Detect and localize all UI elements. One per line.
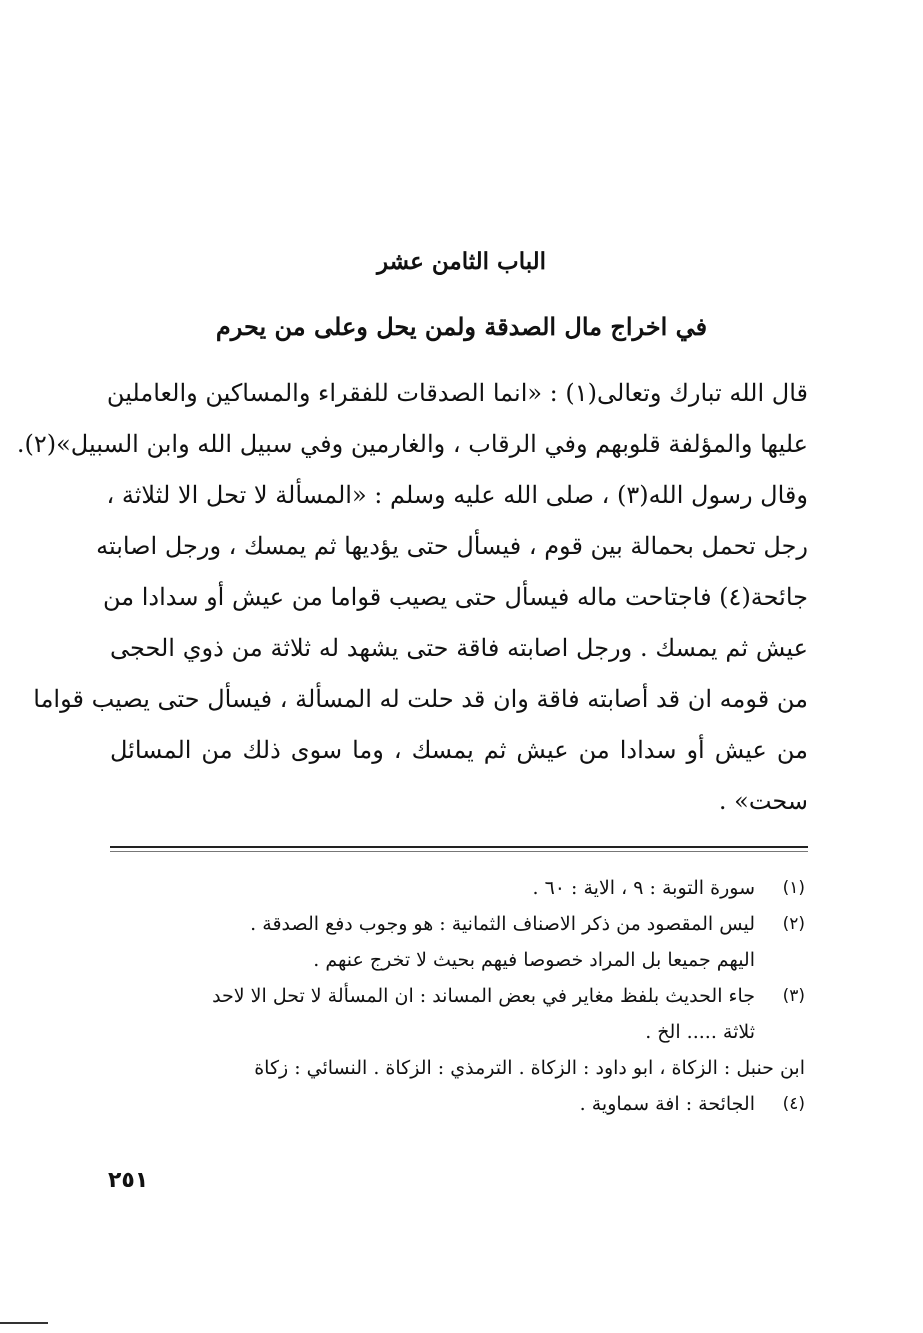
footnote-text	[105, 978, 755, 1050]
footnote-line: ليس المقصود من ذكر الاصناف الثمانية : هو وجوب دفع الصدقة .	[250, 913, 755, 935]
text-line: عيش ثم يمسك . ورجل اصابته فاقة حتى يشهد له ثلاثة من ذوي الحجى	[110, 634, 808, 662]
text-line: وقال رسول الله(٣) ، صلى الله عليه وسلم : «المسألة لا تحل الا لثلاثة ،	[106, 481, 808, 509]
footnote-number: (٢)	[782, 914, 805, 934]
footnote-line: جاء الحديث بلفظ مغاير في بعض المساند : ان المسألة لا تحل الا لاحد	[212, 985, 755, 1007]
footnote-text	[105, 870, 755, 906]
text-line: رجل تحمل بحمالة بين قوم ، فيسأل حتى يؤديها ثم يمسك ، ورجل اصابته	[96, 532, 808, 560]
footnote-divider-shadow	[110, 851, 808, 852]
chapter-subtitle: في اخراج مال الصدقة ولمن يحل وعلى من يحرم	[215, 312, 708, 341]
scan-edge-mark	[0, 1322, 48, 1324]
footnote-line: اليهم جميعا بل المراد خصوصا فيهم بحيث لا تخرج عنهم .	[313, 949, 755, 971]
footnote-3	[105, 978, 805, 1050]
footnote-number: (١)	[782, 878, 805, 898]
footnotes	[105, 870, 805, 1122]
text-line: عليها والمؤلفة قلوبهم وفي الرقاب ، والغارمين وفي سبيل الله وابن السبيل»(٢).	[16, 430, 808, 458]
footnote-4	[105, 1086, 805, 1122]
footnote-references: ابن حنبل : الزكاة ، ابو داود : الزكاة . الترمذي : الزكاة . النسائي : زكاة	[254, 1057, 805, 1079]
page-number: ٢٥١	[108, 1168, 149, 1193]
footnote-text	[105, 906, 755, 978]
footnote-divider	[110, 846, 808, 848]
main-text	[16, 368, 808, 827]
footnote-1	[105, 870, 805, 906]
footnote-line: الجائحة : افة سماوية .	[579, 1093, 755, 1115]
footnote-number: (٤)	[782, 1094, 805, 1114]
footnote-text	[105, 1086, 755, 1122]
footnote-line: سورة التوبة : ٩ ، الاية : ٦٠ .	[532, 877, 755, 899]
footnote-2	[105, 906, 805, 978]
text-line: من عيش أو سدادا من عيش ثم يمسك ، وما سوى ذلك من المسائل	[110, 736, 808, 764]
chapter-title: الباب الثامن عشر	[376, 248, 547, 275]
footnote-number: (٣)	[782, 986, 805, 1006]
text-line: جائحة(٤) فاجتاحت ماله فيسأل حتى يصيب قواما من عيش أو سدادا من	[102, 583, 808, 611]
footnote-line: ثلاثة ..... الخ .	[645, 1021, 755, 1043]
text-line: سحت» .	[718, 787, 808, 815]
text-line: قال الله تبارك وتعالى(١) : «انما الصدقات للفقراء والمساكين والعاملين	[106, 379, 808, 407]
text-line: من قومه ان قد أصابته فاقة وان قد حلت له المسألة ، فيسأل حتى يصيب قواما	[33, 685, 808, 713]
